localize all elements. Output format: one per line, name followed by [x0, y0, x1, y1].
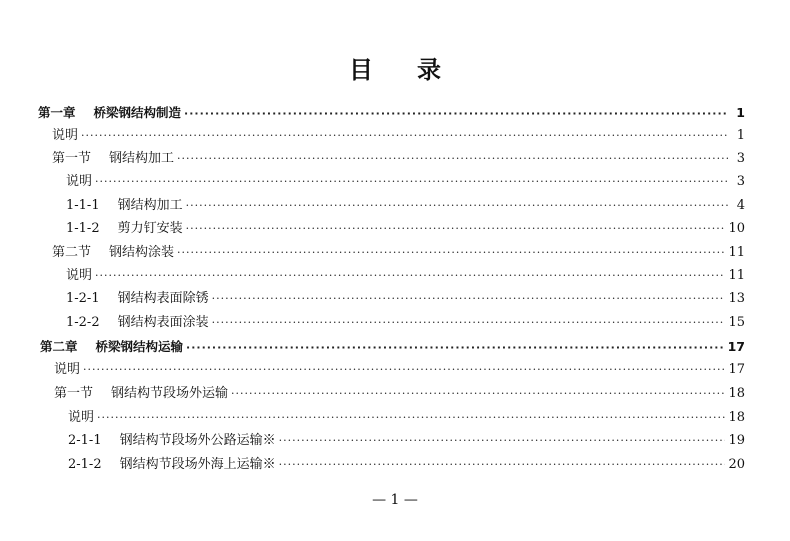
toc-entry-page: 18 [728, 410, 745, 425]
toc-entry-title: 说明 [66, 174, 93, 189]
toc-entry-title: 说明 [54, 362, 81, 377]
toc-entry-page: 17 [728, 362, 745, 377]
toc-entry-page: 11 [728, 245, 745, 260]
toc-entry[interactable] [66, 312, 745, 334]
toc-leader-dots [212, 288, 726, 310]
toc-entry-title: 钢结构加工 [117, 198, 183, 213]
toc-entry-title: 桥梁钢结构运输 [95, 339, 184, 354]
toc-entry[interactable] [40, 336, 745, 358]
toc-entry-number: 第二章 [40, 339, 78, 354]
toc-leader-dots [184, 103, 728, 125]
toc-entry-page: 17 [727, 339, 745, 354]
page-title [0, 50, 790, 85]
toc-entry[interactable] [66, 265, 745, 287]
toc-leader-dots [212, 312, 726, 334]
toc-entry[interactable] [66, 218, 745, 240]
toc-leader-dots [177, 148, 728, 170]
toc-entry[interactable] [68, 407, 745, 429]
toc-entry-title: 钢结构表面除锈 [117, 291, 209, 306]
toc-entry-page: 18 [728, 386, 745, 401]
toc-entry[interactable] [52, 125, 745, 147]
toc-entry-title: 说明 [52, 128, 79, 143]
toc-entry-page: 15 [728, 315, 745, 330]
toc-entry-title: 说明 [68, 410, 95, 425]
toc-entry-page: 13 [728, 291, 745, 306]
toc-entry-page: 3 [736, 174, 745, 189]
toc-entry-title: 说明 [66, 268, 93, 283]
toc-entry-number: 第一章 [38, 105, 76, 120]
toc-entry[interactable] [52, 148, 745, 170]
toc-leader-dots [279, 454, 726, 476]
toc-entry-page: 19 [728, 433, 745, 448]
toc-entry-page: 11 [728, 268, 745, 283]
toc-leader-dots [97, 407, 725, 429]
toc-entry[interactable] [68, 430, 745, 452]
toc-entry-title: 钢结构涂装 [109, 245, 175, 260]
toc-entry-number: 2-1-1 [68, 433, 102, 448]
toc-entry-title: 钢结构节段场外公路运输※ [119, 433, 276, 448]
toc-entry-page: 4 [736, 198, 745, 213]
title-char-1: 目 [349, 56, 373, 84]
toc-entry[interactable] [66, 288, 745, 310]
toc-entry-number: 第二节 [52, 245, 92, 260]
toc-entry[interactable] [66, 195, 745, 217]
toc-entry-title: 钢结构加工 [109, 151, 175, 166]
toc-entry-page: 3 [736, 151, 745, 166]
toc-entry-number: 1-1-1 [66, 198, 100, 213]
toc-entry-page: 10 [728, 221, 745, 236]
toc-leader-dots [83, 359, 725, 381]
toc-entry-page: 1 [736, 105, 745, 120]
toc-entry[interactable] [54, 383, 745, 405]
toc-entry-title: 钢结构节段场外海上运输※ [119, 457, 276, 472]
toc-entry[interactable] [68, 454, 745, 476]
toc-entry[interactable] [38, 102, 745, 124]
toc-entry-number: 1-1-2 [66, 221, 100, 236]
toc-entry-number: 1-2-1 [66, 291, 100, 306]
toc-entry-number: 1-2-2 [66, 315, 100, 330]
toc-leader-dots [177, 242, 725, 264]
toc-leader-dots [81, 125, 728, 147]
toc-entry-title: 钢结构节段场外运输 [111, 386, 229, 401]
page-number-footer: — 1 — [372, 492, 418, 508]
toc-entry[interactable] [52, 242, 745, 264]
toc-entry-number: 第一节 [52, 151, 92, 166]
toc-entry-page: 20 [728, 457, 745, 472]
toc-entry-number: 第一节 [54, 386, 94, 401]
toc-leader-dots [279, 430, 726, 452]
toc-leader-dots [231, 383, 725, 405]
toc-leader-dots [186, 337, 725, 359]
toc-leader-dots [95, 171, 728, 193]
toc-leader-dots [186, 195, 728, 217]
toc-entry-number: 2-1-2 [68, 457, 102, 472]
title-char-2: 录 [417, 56, 441, 84]
toc-entry-page: 1 [736, 128, 745, 143]
toc-entry-title: 钢结构表面涂装 [117, 315, 209, 330]
toc-entry[interactable] [54, 359, 745, 381]
toc-entry-title: 剪力钉安装 [117, 221, 183, 236]
toc-leader-dots [186, 218, 726, 240]
toc-entry-title: 桥梁钢结构制造 [93, 105, 182, 120]
toc-leader-dots [95, 265, 725, 287]
toc-entry[interactable] [66, 171, 745, 193]
